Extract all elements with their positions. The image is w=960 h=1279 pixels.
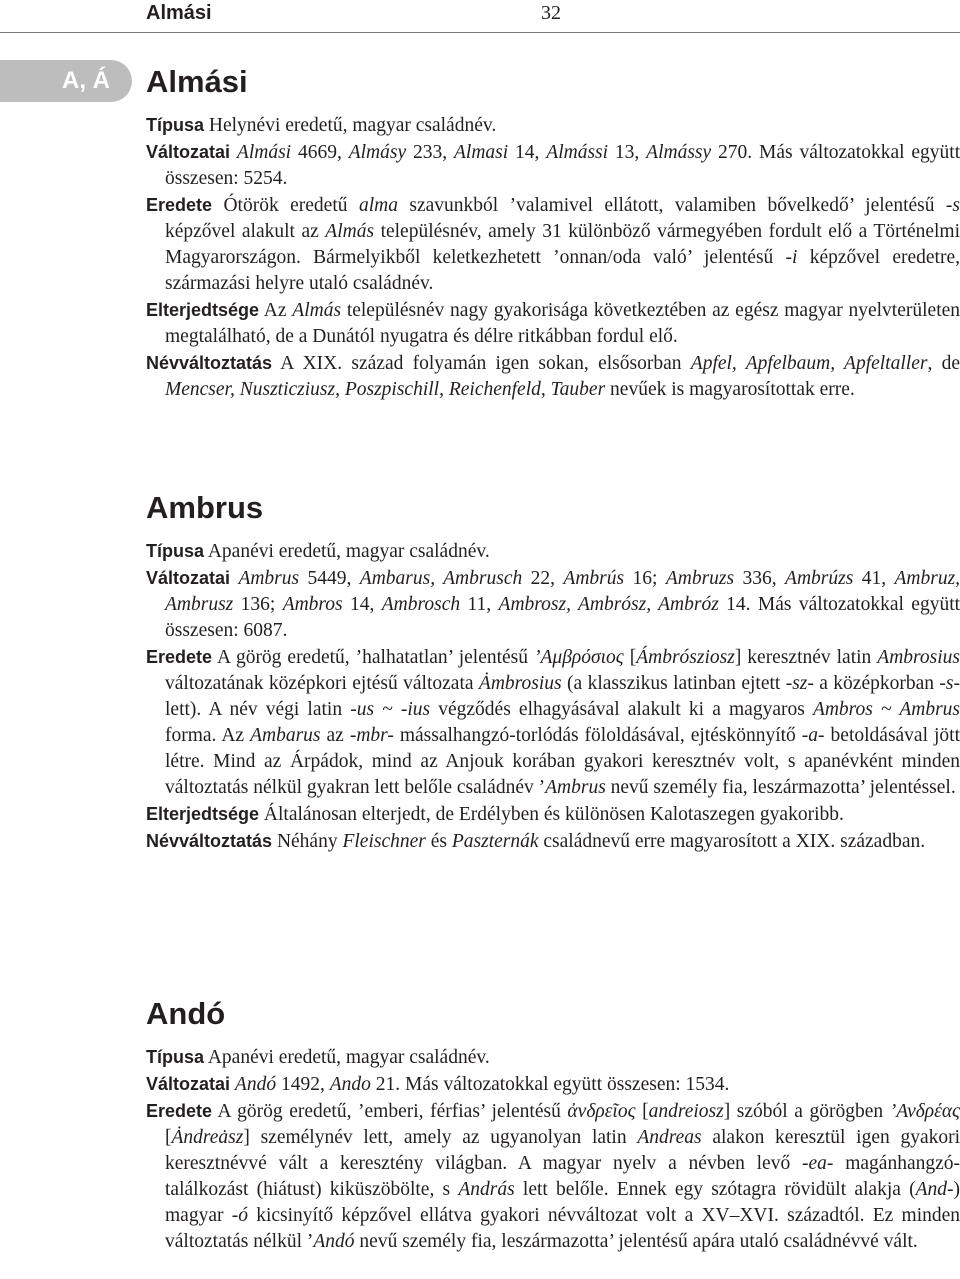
field-valtozatai: Változatai Ambrus 5449, Ambarus, Ambrusch 22, Ambrús 16; Ambruzs 336, Ambrúzs 41, Ambruz, Ambrusz 136; Ambros 14, Ambrosch 11, Ambrosz, Ambrósz, Ambróz 14. Más változatokkal együtt összesen: 6087.	[146, 568, 960, 641]
label-valtozatai: Változatai	[146, 1074, 231, 1094]
header-rule	[0, 32, 960, 33]
label-tipusa: Típusa	[146, 115, 205, 135]
field-valtozatai: Változatai Andó 1492, Ando 21. Más változatokkal együtt összesen: 1534.	[146, 1074, 730, 1095]
running-head	[0, 0, 960, 32]
running-head-name: Almási	[146, 2, 212, 24]
headword: Ambrus	[146, 490, 264, 525]
headword: Almási	[146, 64, 248, 99]
label-eredete: Eredete	[146, 1101, 213, 1121]
field-elterjedtsege: Elterjedtsége Az Almás településnév nagy gyakorisága következtében az egész magyar nyelvterületen megtalálható, de a Dunától nyugatra és délre ritkábban fordul elő.	[146, 300, 960, 347]
field-valtozatai: Változatai Almási 4669, Almásy 233, Almasi 14, Almássi 13, Almássy 270. Más változatokkal együtt összesen: 5254.	[146, 142, 960, 189]
headword: Andó	[146, 996, 226, 1031]
page-number: 32	[541, 2, 561, 24]
label-elterjedtsege: Elterjedtsége	[146, 804, 260, 824]
field-eredete: Eredete A görög eredetű, ’emberi, férfias’ jelentésű ἀνδρεῖος [andreiosz] szóból a görögben ’Ανδρέας [Ȧndreȧsz] személynév lett, amely az ugyanolyan latin Andreas alakon keresztül igen gyakori keresztnévvé vált a keresztény világban. A magyar nyelv a névben levő -ea- magánhangzó-találkozást (hiátust) kiküszöbölte, s András lett belőle. Ennek egy szótagra rövidült alakja (And-) magyar -ó kicsinyítő képzővel ellátva gyakori névváltozat volt a XV–XVI. századtól. Ez minden változtatás nélkül ’Andó nevű személy fia, leszármazotta’ jelentésű apára utaló családnévvé vált.	[146, 1101, 960, 1252]
entry-ando	[146, 996, 960, 1255]
label-eredete: Eredete	[146, 647, 213, 667]
field-eredete: Eredete A görög eredetű, ’halhatatlan’ jelentésű ’Αμβρόσιος [Ámbrósziosz] keresztnév latin Ambrosius változatának középkori ejtésű változata Ȧmbrosius (a klasszikus latinban ejtett -sz- a középkorban -s- lett). A név végi latin -us ~ -ius végződés elhagyásával alakult ki a magyaros Ambros ~ Ambrus forma. Az Ambarus az -mbr- mássalhangzó-torlódás föloldásával, ejtéskönnyítő -a- betoldásával jött létre. Mind az Árpádok, mind az Anjouk korában gyakori keresztnév volt, s apanévként minden változtatás nélkül gyakran lett belőle családnév ’Ambrus nevű személy fia, leszármazotta’ jelentéssel.	[146, 647, 960, 798]
field-nevvaltoztatas: Névváltoztatás Néhány Fleischner és Paszternák családnevű erre magyarosított a XIX. században.	[146, 831, 926, 852]
field-tipusa: Típusa Helynévi eredetű, magyar családnév.	[146, 115, 497, 136]
letter-tab: A, Á	[0, 60, 132, 102]
entry-ambrus	[146, 490, 960, 855]
label-tipusa: Típusa	[146, 541, 205, 561]
label-valtozatai: Változatai	[146, 142, 231, 162]
label-nevvaltoztatas: Névváltoztatás	[146, 353, 273, 373]
entry-almasi	[146, 64, 960, 403]
label-nevvaltoztatas: Névváltoztatás	[146, 831, 273, 851]
label-tipusa: Típusa	[146, 1047, 205, 1067]
label-elterjedtsege: Elterjedtsége	[146, 300, 260, 320]
field-elterjedtsege: Elterjedtsége Általánosan elterjedt, de Erdélyben és különösen Kalotaszegen gyakoribb.	[146, 804, 844, 825]
label-eredete: Eredete	[146, 195, 213, 215]
field-nevvaltoztatas: Névváltoztatás A XIX. század folyamán igen sokan, elsősorban Apfel, Apfelbaum, Apfeltaller, de Mencser, Nuszticziusz, Poszpischill, Reichenfeld, Tauber nevűek is magyarosítottak erre.	[146, 353, 960, 400]
field-eredete: Eredete Ótörök eredetű alma szavunkból ’valamivel ellátott, valamiben bővelkedő’ jelentésű -s képzővel alakult az Almás településnév, amely 31 különböző vármegyében fordult elő a Történelmi Magyarországon. Bármelyikből keletkezhetett ’onnan/oda való’ jelentésű -i képzővel eredetre, származási helyre utaló családnév.	[146, 195, 960, 294]
label-valtozatai: Változatai	[146, 568, 231, 588]
field-tipusa: Típusa Apanévi eredetű, magyar családnév.	[146, 541, 490, 562]
field-tipusa: Típusa Apanévi eredetű, magyar családnév.	[146, 1047, 490, 1068]
